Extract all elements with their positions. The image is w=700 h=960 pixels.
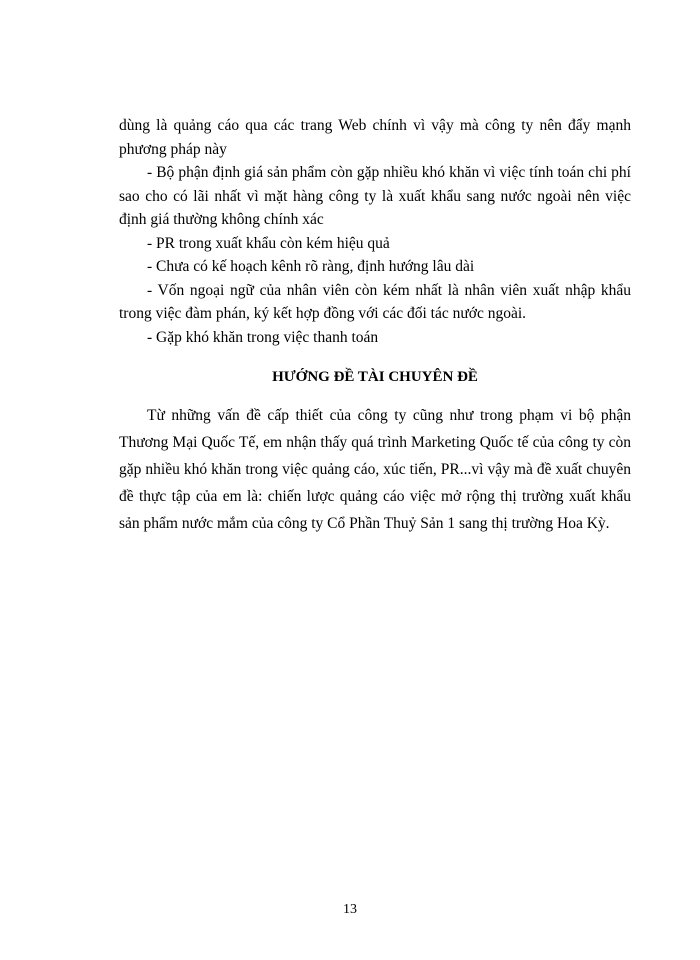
issue-pricing: - Bộ phận định giá sản phẩm còn gặp nhiều khó khăn vì việc tính toán chi phí sao cho có lãi nhất vì mặt hàng công ty là xuất khẩu sang nước ngoài nên việc định giá thường không chính xác bbox=[119, 164, 631, 228]
section-heading: HƯỚNG ĐỀ TÀI CHUYÊN ĐỀ bbox=[272, 369, 478, 385]
issue-language: - Vốn ngoại ngữ của nhân viên còn kém nhất là nhân viên xuất nhập khẩu trong việc đàm phán, ký kết hợp đồng với các đối tác nước ngoài. bbox=[119, 281, 631, 322]
intro-paragraph-continuation: dùng là quảng cáo qua các trang Web chính vì vậy mà công ty nên đẩy mạnh phương pháp này bbox=[119, 117, 631, 158]
section-body-paragraph: Từ những vấn đề cấp thiết của công ty cũng như trong phạm vi bộ phận Thương Mại Quốc Tế, em nhận thấy quá trình Marketing Quốc tế của công ty còn gặp nhiều khó khăn trong việc quảng cáo, xúc tiến, PR...vì vậy mà đề xuất chuyên đề thực tập của em là: chiến lược quảng cáo việc mở rộng thị trường xuất khẩu sản phẩm nước mắm của công ty Cổ Phần Thuỷ Sản 1 sang thị trường Hoa Kỳ. bbox=[119, 407, 631, 532]
page-number: 13 bbox=[343, 902, 357, 917]
section-body bbox=[119, 402, 631, 537]
issue-payment: - Gặp khó khăn trong việc thanh toán bbox=[147, 328, 379, 346]
intro-section bbox=[119, 114, 631, 349]
issue-pr: - PR trong xuất khẩu còn kém hiệu quả bbox=[147, 234, 390, 252]
issue-channel-plan: - Chưa có kế hoạch kênh rõ ràng, định hướng lâu dài bbox=[147, 258, 475, 275]
